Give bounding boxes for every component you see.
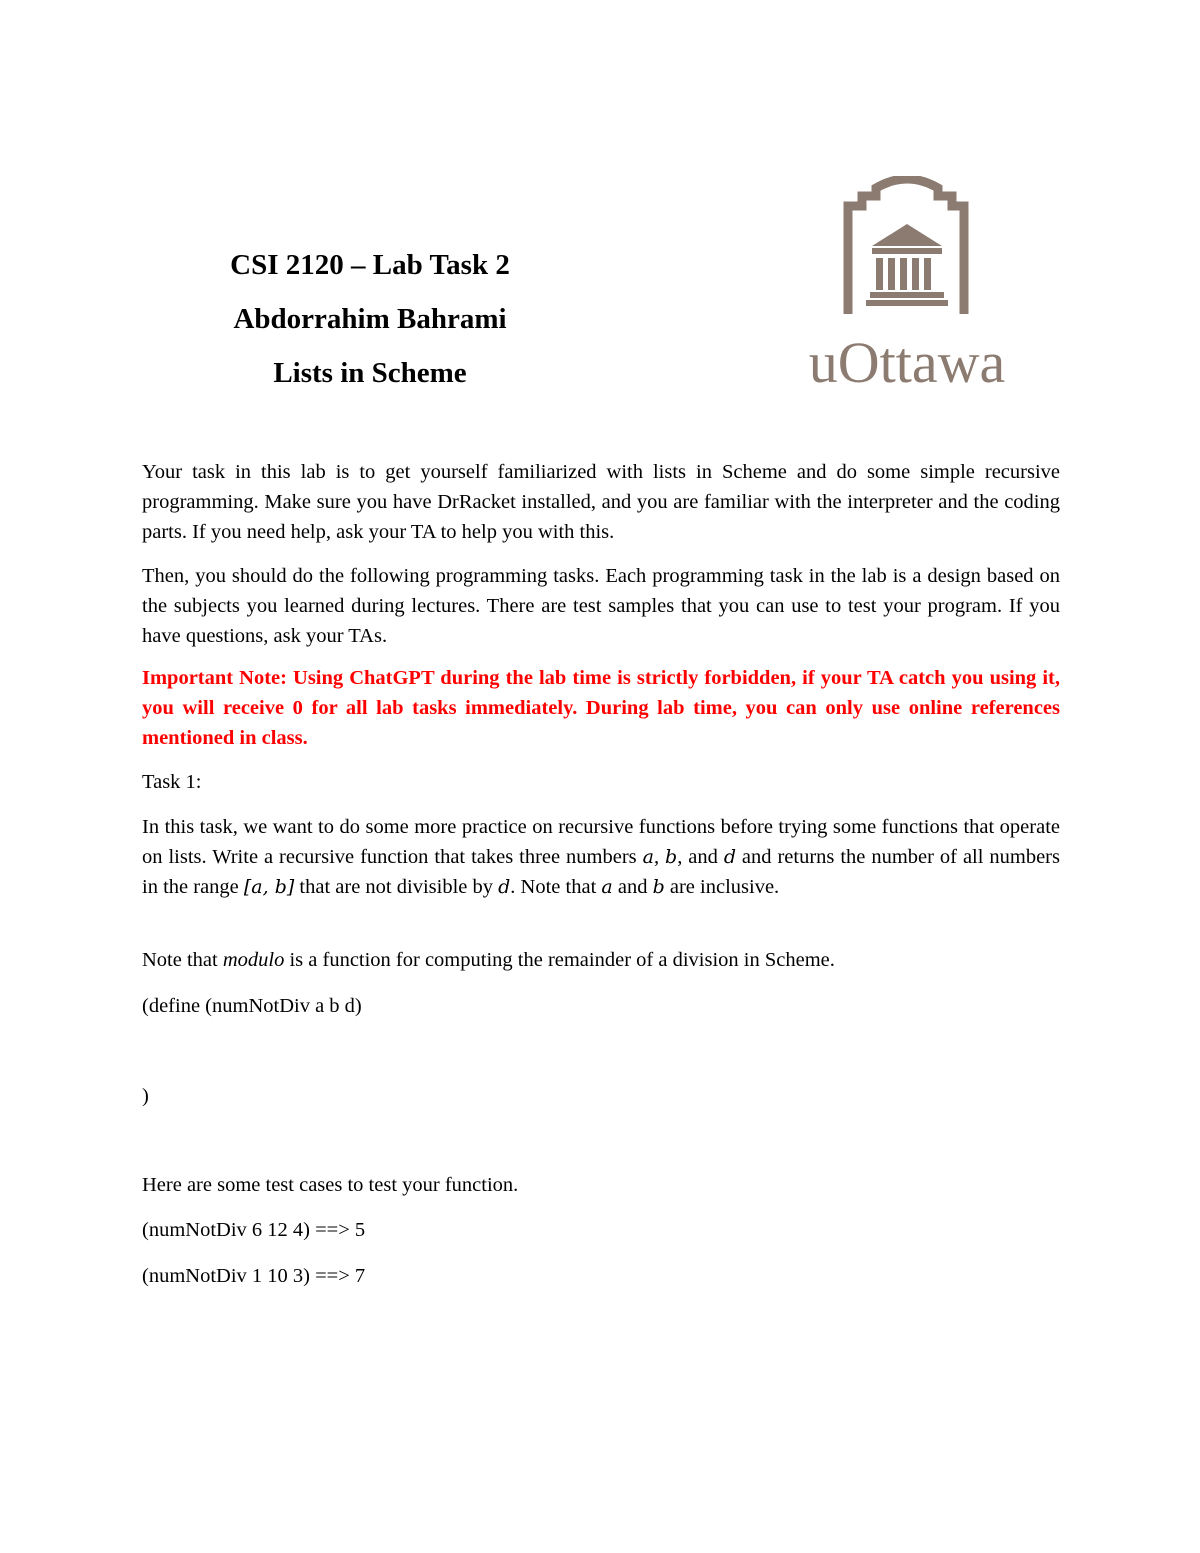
var-b-2: b — [652, 876, 665, 898]
close-paren: ) — [142, 1085, 149, 1107]
test-case: (numNotDiv 6 12 4) ==> 5 — [142, 1219, 366, 1241]
title-block — [170, 238, 570, 400]
intro-paragraph-2: Then, you should do the following programming tasks. Each programming task in the lab is a design based on the subjects you learned during lectures. There are test samples that you can use to test your program. If you have questions, ask your TAs. — [142, 565, 1060, 647]
important-note: Important Note: Using ChatGPT during the lab time is strictly forbidden, if your TA catch you using it, you will receive 0 for all lab tasks immediately. During lab time, you can only use online references mentioned in class. — [142, 667, 1060, 749]
intro-paragraph-1: Your task in this lab is to get yourself familiarized with lists in Scheme and do some simple recursive programming. Make sure you have DrRacket installed, and you are familiar with the interpreter and the coding parts. If you need help, ask your TA to help you with this. — [142, 461, 1060, 543]
var-d-2: d — [498, 876, 511, 898]
tests-intro: Here are some test cases to test your function. — [142, 1174, 519, 1196]
modulo-note: Note that modulo is a function for computing the remainder of a division in Scheme. — [142, 949, 835, 971]
uottawa-wordmark: uOttawa — [808, 330, 1006, 395]
document-title: CSI 2120 – Lab Task 2 — [230, 249, 510, 281]
var-a-2: a — [601, 876, 613, 898]
var-b: b — [665, 846, 678, 868]
test-case: (numNotDiv 1 10 3) ==> 7 — [142, 1265, 366, 1287]
range-expression: [a, b] — [243, 876, 295, 898]
university-building-icon — [776, 176, 1038, 326]
define-line: (define (numNotDiv a b d) — [142, 995, 362, 1017]
author-name: Abdorrahim Bahrami — [233, 303, 507, 335]
task1-heading: Task 1: — [142, 771, 202, 793]
document-subtitle: Lists in Scheme — [273, 357, 467, 389]
var-d: d — [723, 846, 736, 868]
var-a: a — [642, 846, 654, 868]
task1-description: In this task, we want to do some more practice on recursive functions before trying some functions that operate on lists. Write a recursive function that takes three numbers a, b, and d and returns the number of all numbers in the range [a, b] that are not divisible by d. Note that a and b are inclusive. — [142, 816, 1060, 898]
uottawa-logo — [776, 176, 1038, 398]
modulo-term: modulo — [222, 949, 285, 971]
